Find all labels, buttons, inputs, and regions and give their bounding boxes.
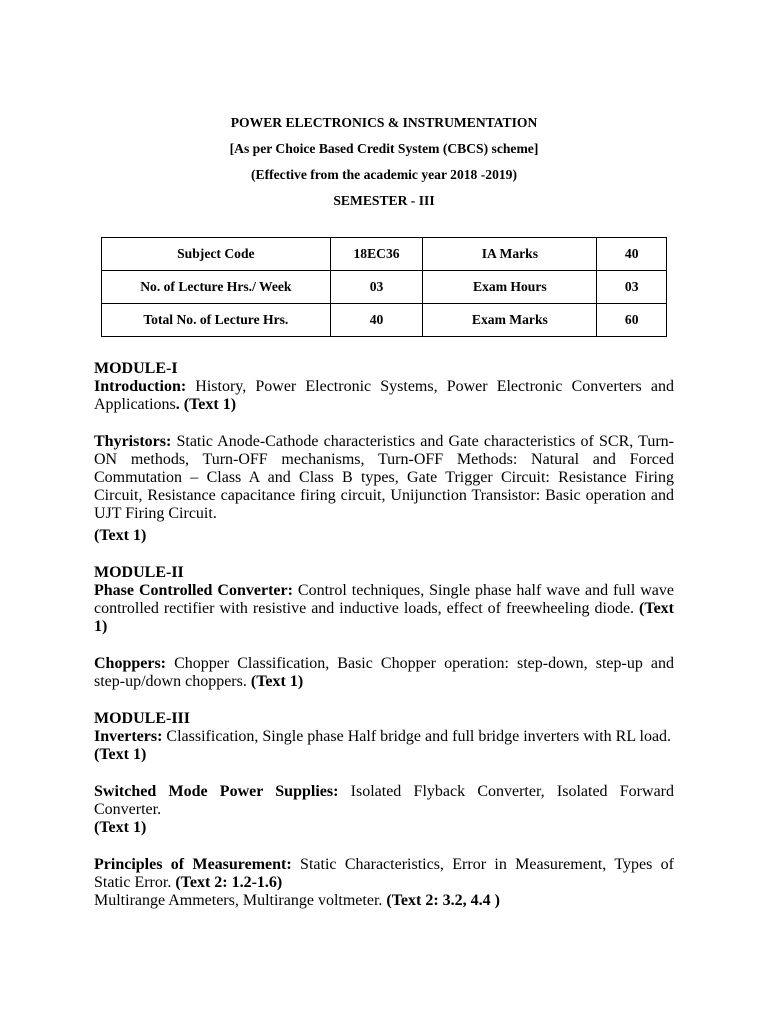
module-3-inverters [94, 728, 674, 764]
table-row [102, 304, 667, 337]
thyristors-ref: (Text 1) [94, 527, 147, 544]
phase-controlled-label: Phase Controlled Converter: [94, 582, 293, 599]
table-cell: No. of Lecture Hrs./ Week [102, 271, 331, 304]
choppers-text: Chopper Classification, Basic Chopper operation: step-down, step-up and step-up/down choppers. [94, 655, 674, 690]
smps-text: Isolated Flyback Converter, Isolated Forward Converter. [94, 783, 674, 818]
document-header [94, 110, 674, 214]
document-title: POWER ELECTRONICS & INSTRUMENTATION [230, 115, 538, 130]
introduction-ref: . (Text 1) [175, 396, 237, 413]
measurement-label: Principles of Measurement: [94, 856, 292, 873]
scheme-line: [As per Choice Based Credit System (CBCS) scheme] [229, 141, 539, 156]
inverters-text: Classification, Single phase Half bridge and full bridge inverters with RL load. [162, 728, 672, 745]
table-cell: 60 [597, 304, 667, 337]
module-3-measurement [94, 856, 674, 892]
phase-controlled-ref: (Text 1) [94, 600, 674, 635]
module-1-introduction [94, 378, 674, 414]
thyristors-ref-line [94, 527, 674, 545]
table-row [102, 238, 667, 271]
table-cell: 03 [597, 271, 667, 304]
module-2-phase-controlled [94, 582, 674, 636]
table-cell: Total No. of Lecture Hrs. [102, 304, 331, 337]
table-cell: Subject Code [102, 238, 331, 271]
module-2-title: MODULE-II [94, 564, 184, 581]
table-cell: 40 [597, 238, 667, 271]
table-cell: 18EC36 [330, 238, 423, 271]
inverters-label: Inverters: [94, 728, 163, 745]
table-cell: IA Marks [423, 238, 597, 271]
meters-ref: (Text 2: 3.2, 4.4 ) [386, 892, 501, 909]
course-info-table [101, 237, 667, 337]
measurement-text: Static Characteristics, Error in Measurement, Types of Static Error. [94, 856, 674, 891]
effective-line: (Effective from the academic year 2018 -2019) [251, 167, 517, 182]
introduction-label: Introduction: [94, 378, 187, 395]
measurement-ref: (Text 2: 1.2-1.6) [175, 874, 283, 891]
table-row [102, 271, 667, 304]
thyristors-text: Static Anode-Cathode characteristics and Gate characteristics of SCR, Turn-ON methods, Turn-OFF mechanisms, Turn-OFF Methods: Natural and Forced Commutation – Class A and Class B types, Gate Trigger Circuit: Resistance Firing Circuit, Resistance capacitance firing circuit, Unijunction Transistor: Basic operation and UJT Firing Circuit. [94, 433, 674, 522]
choppers-label: Choppers: [94, 655, 167, 672]
meters-text: Multirange Ammeters, Multirange voltmeter. [94, 892, 387, 909]
smps-label: Switched Mode Power Supplies: [94, 783, 339, 800]
table-cell: 40 [330, 304, 423, 337]
inverters-ref: (Text 1) [94, 746, 147, 763]
module-1-thyristors [94, 433, 674, 523]
module-1-title: MODULE-I [94, 360, 178, 377]
table-cell: Exam Hours [423, 271, 597, 304]
phase-controlled-text: Control techniques, Single phase half wave and full wave controlled rectifier with resistive and inductive loads, effect of freewheeling diode. [94, 582, 674, 617]
syllabus-body [94, 360, 674, 909]
module-3-title: MODULE-III [94, 710, 191, 727]
smps-ref: (Text 1) [94, 819, 147, 836]
module-2-choppers [94, 655, 674, 691]
semester-line: SEMESTER - III [333, 193, 435, 208]
module-3-smps [94, 783, 674, 837]
thyristors-label: Thyristors: [94, 433, 172, 450]
module-3-meters [94, 892, 674, 909]
choppers-ref: (Text 1) [250, 673, 304, 690]
introduction-text: History, Power Electronic Systems, Power Electronic Converters and Applications [94, 378, 674, 413]
table-cell: Exam Marks [423, 304, 597, 337]
table-cell: 03 [330, 271, 423, 304]
